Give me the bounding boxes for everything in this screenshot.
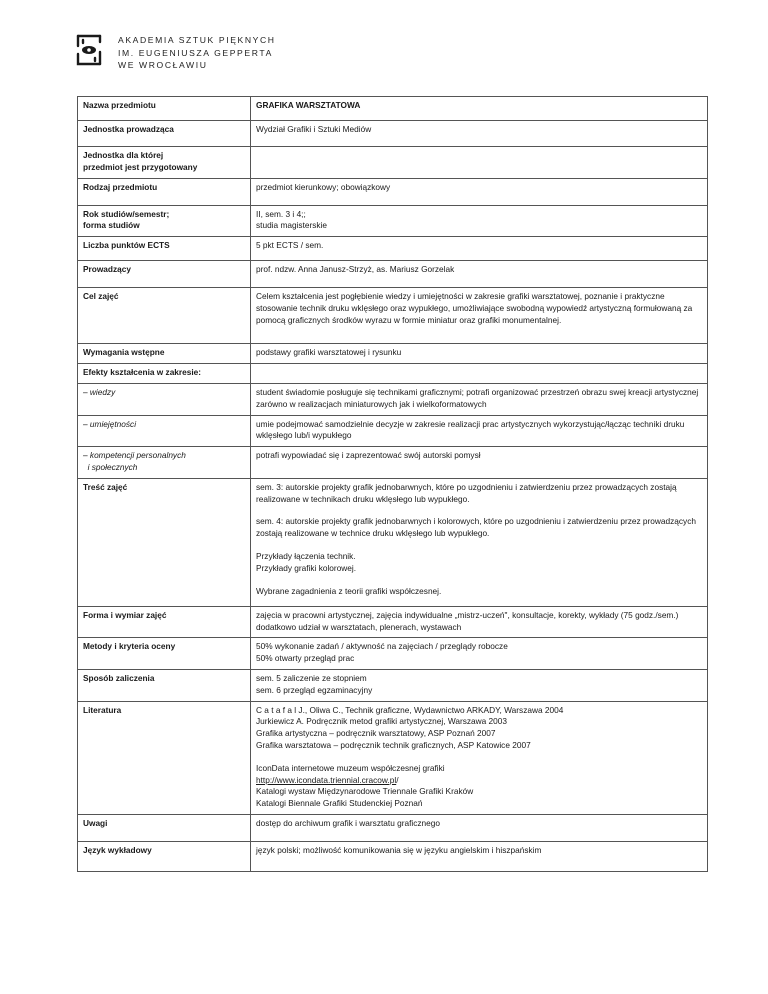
row-value [251,147,708,179]
table-row [78,447,708,479]
row-value [251,205,708,237]
label-line: Rok studiów/semestr; [83,208,170,219]
row-label: Sposób zaliczenia [78,669,251,701]
row-label: Prowadzący [78,261,251,288]
paragraph: sem. 3: autorskie projekty grafik jednobarwnych, które po uzgodnieniu i zatwierdzeniu przez prowadzących zostają realizowane w technikach druku wklęsłego lub wypukłego. [256,481,677,504]
label-line: przedmiot jest przygotowany [83,161,198,172]
table-row [78,841,708,871]
value-line: 50% otwarty przegląd prac [256,653,355,664]
row-value: student świadomie posługuje się technikami graficznymi; potrafi organizować przestrzeń obrazu swej kreacji artystycznej zarówno w realizacjach miniaturowych jak i wielkoformatowych [251,383,708,415]
value-line: II, sem. 3 i 4;; [256,208,306,219]
course-name-value: GRAFIKA WARSZTATOWA [251,97,708,121]
paragraph: sem. 4: autorskie projekty grafik jednobarwnych i kolorowych, które po uzgodnieniu i zatwierdzeniu przez prowadzących zostają realizowane w technice druku wklęsłego lub wypukłego. [256,516,696,539]
reference-line: Grafika warsztatowa – podręcznik technik graficznych, ASP Katowice 2007 [256,739,531,750]
table-row [78,415,708,447]
label-line: – kompetencji personalnych [83,450,186,461]
paragraph: Wybrane zagadnienia z teorii grafiki współczesnej. [256,585,442,596]
table-row [78,701,708,814]
row-value [251,638,708,670]
row-label: Wymagania wstępne [78,344,251,364]
institution-line: IM. EUGENIUSZA GEPPERTA [118,47,273,58]
table-row [78,205,708,237]
row-label: Literatura [78,701,251,814]
row-label [78,147,251,179]
row-label: Uwagi [78,814,251,841]
course-card-table [77,96,708,872]
link-suffix: / [396,774,399,785]
row-label: Forma i wymiar zajęć [78,606,251,638]
text-line: Przykłady łączenia technik. [256,550,356,561]
table-row [78,178,708,205]
institution-line: AKADEMIA SZTUK PIĘKNYCH [118,35,276,45]
row-label: Język wykładowy [78,841,251,871]
row-value: przedmiot kierunkowy; obowiązkowy [251,178,708,205]
row-label: Jednostka prowadząca [78,121,251,147]
row-value [251,669,708,701]
label-line: i społecznych [83,461,138,472]
institution-line: WE WROCŁAWIU [118,60,208,70]
table-row [78,814,708,841]
row-value [251,478,708,606]
paragraph [256,705,702,752]
table-row [78,383,708,415]
row-label [78,205,251,237]
label-line: forma studiów [83,220,140,231]
row-value: umie podejmować samodzielnie decyzje w zakresie realizacji prac artystycznych wykorzystując/łącząc techniki druku wklęsłego lub/i wypukłego [251,415,708,447]
label-line: Jednostka dla której [83,150,164,160]
table-row [78,669,708,701]
table-row [78,363,708,383]
section-label: Efekty kształcenia w zakresie: [78,363,251,383]
value-line: sem. 6 przegląd egzaminacyjny [256,684,373,695]
value-line: studia magisterskie [256,220,328,231]
row-value: potrafi wypowiadać się i zaprezentować swój autorski pomysł [251,447,708,479]
text-line: Przykłady grafiki kolorowej. [256,562,357,573]
academy-logo-icon [74,32,104,68]
row-value: Celem kształcenia jest pogłębienie wiedzy i umiejętności w zakresie grafiki warsztatowej, poznanie i praktyczne stosowanie technik druku wklęsłego oraz wypukłego, umożliwiające swobodną wypowiedź artystyczną formułowaną za pomocą graficznych środków wyrazu w formie miniatur oraz grafiki monumentalnej. [251,288,708,344]
row-label [78,447,251,479]
row-value: prof. ndzw. Anna Janusz-Strzyż, as. Mariusz Gorzelak [251,261,708,288]
table-row [78,638,708,670]
row-value: 5 pkt ECTS / sem. [251,237,708,261]
table-row [78,478,708,606]
reference-line: Grafika artystyczna – podręcznik warsztatowy, ASP Poznań 2007 [256,728,496,739]
value-line: sem. 5 zaliczenie ze stopniem [256,672,367,683]
reference-line: C a t a f a l J., Oliwa C., Technik graficzne, Wydawnictwo ARKADY, Warszawa 2004 [256,704,564,715]
row-label: – wiedzy [78,383,251,415]
table-row [78,344,708,364]
table-row [78,147,708,179]
row-label: Nazwa przedmiotu [78,97,251,121]
row-label: Metody i kryteria oceny [78,638,251,670]
row-value [251,363,708,383]
row-value: podstawy grafiki warsztatowej i rysunku [251,344,708,364]
table-row [78,606,708,638]
row-label: Liczba punktów ECTS [78,237,251,261]
row-value: Wydział Grafiki i Sztuki Mediów [251,121,708,147]
table-row [78,261,708,288]
icondata-link[interactable]: http://www.icondata.triennial.cracow.pl [256,774,397,785]
value-line: 50% wykonanie zadań / aktywność na zajęciach / przeglądy robocze [256,641,508,652]
header [74,32,276,76]
institution-name [118,32,276,72]
row-value: zajęcia w pracowni artystycznej, zajęcia indywidualne „mistrz-uczeń", konsultacje, korekty, wykłady (75 godz./sem.) dodatkowo udział w warsztatach, plenerach, wystawach [251,606,708,638]
table-row [78,288,708,344]
paragraph [256,763,702,810]
row-label: – umiejętności [78,415,251,447]
row-label: Rodzaj przedmiotu [78,178,251,205]
reference-line: IconData internetowe muzeum współczesnej grafiki [256,762,445,773]
table-row [78,97,708,121]
reference-line [256,775,702,787]
row-value: język polski; możliwość komunikowania się w języku angielskim i hiszpańskim [251,841,708,871]
paragraph [256,551,702,575]
row-value: dostęp do archiwum grafik i warsztatu graficznego [251,814,708,841]
row-label: Cel zajęć [78,288,251,344]
reference-line: Katalogi Biennale Grafiki Studenckiej Poznań [256,798,423,809]
table-row [78,121,708,147]
row-label: Treść zajęć [78,478,251,606]
reference-line: Jurkiewicz A. Podręcznik metod grafiki artystycznej, Warszawa 2003 [256,716,507,727]
reference-line: Katalogi wystaw Międzynarodowe Triennale Grafiki Kraków [256,786,474,797]
table-row [78,237,708,261]
row-value [251,701,708,814]
